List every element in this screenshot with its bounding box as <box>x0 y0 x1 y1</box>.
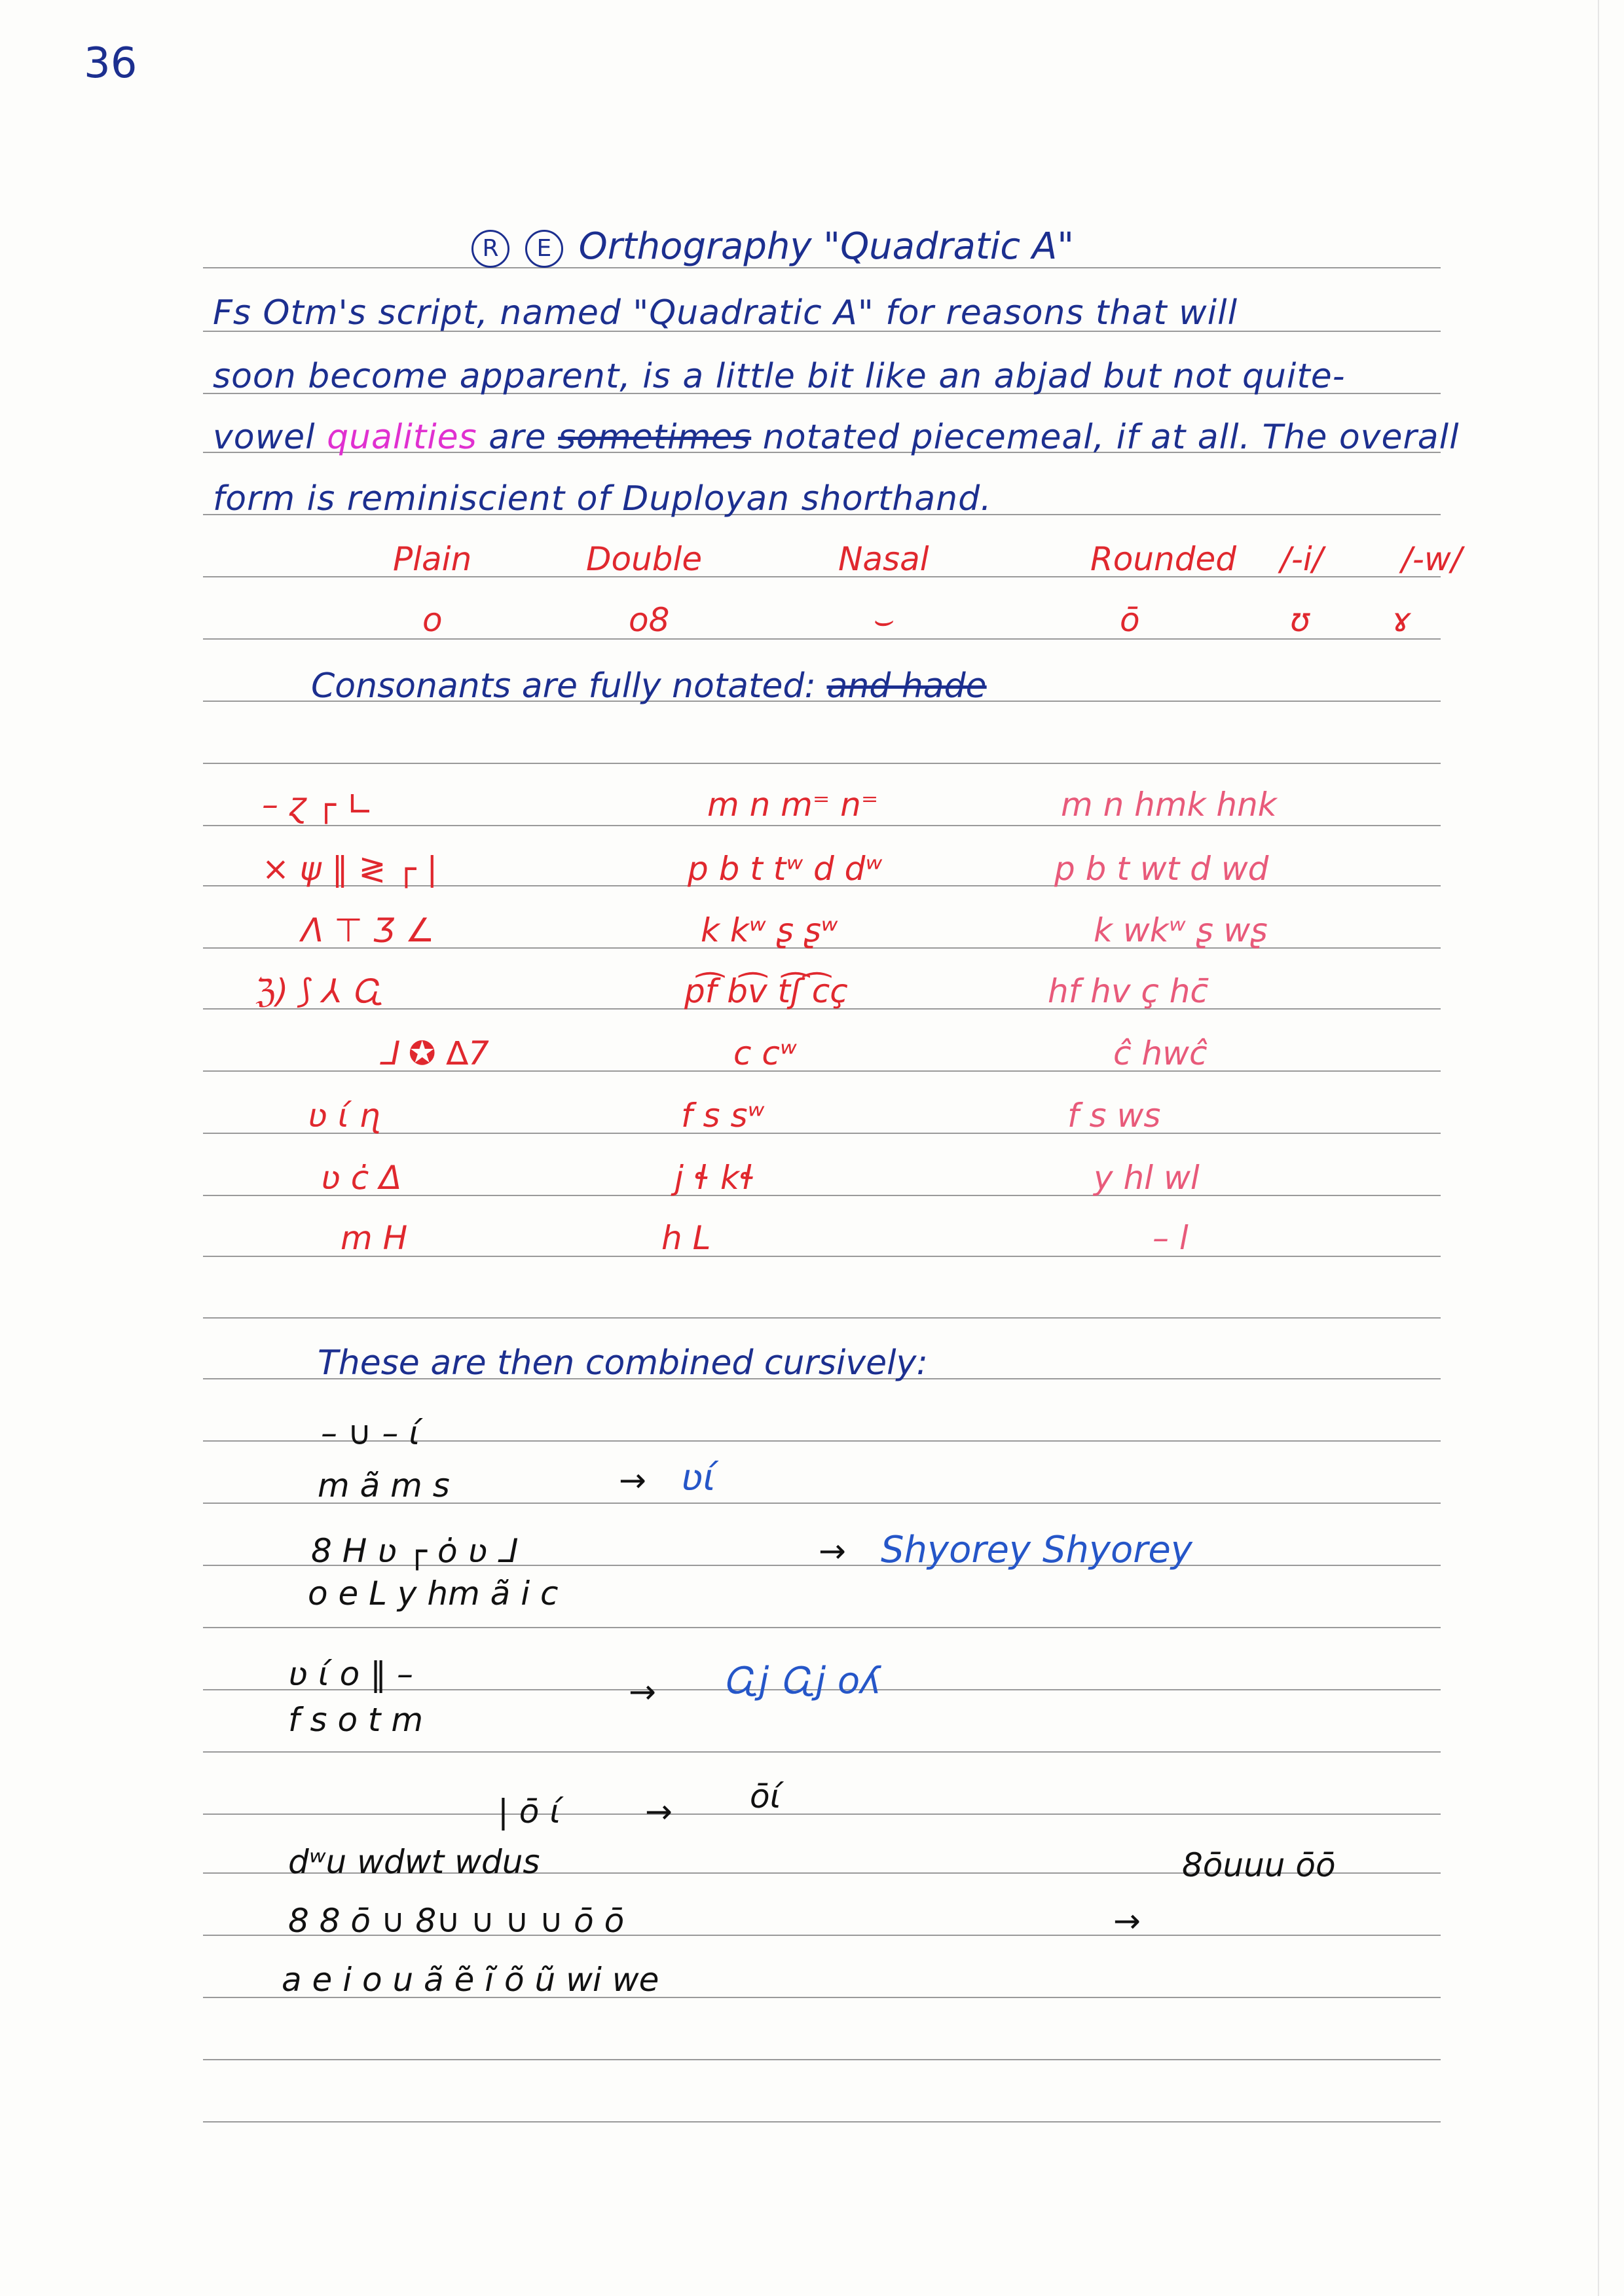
consonant-row-7-glyphs: ʋ ċ Δ <box>321 1159 402 1197</box>
intro-word-qualities: qualities <box>327 418 477 457</box>
vowel-header-rounded: Rounded <box>1090 540 1236 578</box>
intro-word-are: are <box>489 418 547 457</box>
example-6-arrow: → <box>1113 1902 1141 1940</box>
example-5-result: 8ōuuu ōō <box>1182 1846 1336 1884</box>
vowel-header-nasal: Nasal <box>838 540 929 578</box>
intro-word-sometimes: sometimes <box>558 418 752 457</box>
example-3-result: Ꮹj Ꮹj oʎ <box>724 1660 882 1702</box>
intro-line-2: soon become apparent, is a little bit like an abjad but not quite- <box>213 357 1346 396</box>
circled-mark-e: E <box>525 230 563 268</box>
combined-intro: These are then combined cursively: <box>318 1343 928 1383</box>
consonant-row-1-latin: m n m⁼ n⁼ <box>707 786 879 824</box>
consonant-row-4-latin: p͡f b͡v t͡ʃ ͡cç <box>684 972 848 1010</box>
example-1-glyphs: – ∪ – ί <box>321 1414 420 1452</box>
consonant-row-8-latin: h L <box>661 1219 711 1257</box>
intro-line-4: form is reminiscient of Duployan shorthand. <box>213 479 992 519</box>
example-2-arrow: → <box>819 1532 846 1570</box>
example-4-glyphs: | ō ί <box>498 1793 561 1831</box>
vowel-glyph-double: o8 <box>629 601 670 639</box>
consonant-row-1-alt: m n hmk hnk <box>1061 786 1277 824</box>
consonant-row-3-glyphs: Λ ⊤ Ʒ ∠ <box>301 911 435 949</box>
consonant-row-5-latin: c cʷ <box>733 1034 797 1072</box>
circled-mark-r: R <box>471 230 509 268</box>
consonant-row-7-alt: y hl wl <box>1094 1159 1200 1197</box>
intro-line-1: Fs Otm's script, named "Quadratic A" for reasons that will <box>213 293 1238 333</box>
consonant-row-6-latin: f s sʷ <box>681 1097 765 1135</box>
vowel-glyph-plain: o <box>422 601 443 639</box>
example-2-latin: o e L y hm ã i c <box>308 1575 559 1613</box>
consonants-intro-strike: and hade <box>826 666 987 706</box>
example-6-glyphs: 8 8 ō ∪ 8∪ ∪ ∪ ∪ ō ō <box>288 1902 625 1940</box>
example-1-latin: m ã m s <box>318 1467 450 1504</box>
consonant-row-7-latin: j ɬ kɬ <box>674 1159 756 1197</box>
example-3-arrow: → <box>629 1673 656 1711</box>
example-3-latin: f s o t m <box>288 1701 424 1739</box>
intro-word-vowel: vowel <box>213 418 316 457</box>
consonant-row-4-alt: hf hv ç hc̄ <box>1048 972 1208 1010</box>
consonant-row-4-glyphs: ℨ) ⟆ ⅄ Ꮹ <box>255 972 384 1010</box>
consonant-row-5-alt: ĉ hwĉ <box>1113 1034 1208 1072</box>
vowel-header-w: /-w/ <box>1401 540 1462 578</box>
consonant-row-5-glyphs: ⅃ ✪ ∆7 <box>380 1034 489 1072</box>
example-4-arrow: → <box>645 1793 673 1831</box>
example-5-latin: dʷu wdwt wdus <box>288 1843 540 1881</box>
example-1-arrow: → <box>619 1461 646 1499</box>
consonant-row-6-alt: f s ws <box>1067 1097 1161 1135</box>
consonant-row-2-latin: p b t tʷ d dʷ <box>688 850 883 888</box>
vowel-header-plain: Plain <box>393 540 472 578</box>
intro-line-3-rest: notated piecemeal, if at all. The overall <box>762 418 1460 457</box>
section-title <box>471 225 1074 268</box>
consonant-row-2-glyphs: × ψ ‖ ≷ ┌ | <box>262 850 438 888</box>
page-edge <box>1598 0 1599 2296</box>
consonants-intro-text: Consonants are fully notated: <box>311 666 816 706</box>
example-4-result: ōί <box>750 1777 781 1815</box>
vowel-glyph-nasal: ⌣ <box>871 601 893 639</box>
intro-line-3 <box>213 418 1460 457</box>
consonant-row-8-glyphs: m H <box>341 1219 408 1257</box>
vowel-glyph-rounded: ō <box>1120 601 1140 639</box>
page-number: 36 <box>84 39 138 88</box>
consonant-row-2-alt: p b t wt d wd <box>1054 850 1269 888</box>
title-text: Orthography "Quadratic A" <box>578 225 1075 268</box>
example-3-glyphs: ʋ ί o ‖ – <box>288 1655 413 1693</box>
consonant-row-3-alt: k wkʷ ʂ wʂ <box>1094 911 1268 949</box>
vowel-glyph-i: ʊ <box>1290 601 1310 639</box>
example-6-latin: a e i o u ã ẽ ĩ õ ũ wi we <box>282 1961 659 1999</box>
example-2-result: Shyorey Shyorey <box>881 1529 1192 1571</box>
example-1-result: ʋί <box>681 1457 716 1499</box>
consonants-intro <box>311 666 987 706</box>
vowel-header-double: Double <box>586 540 703 578</box>
vowel-glyph-w: ɤ <box>1392 601 1411 639</box>
example-2-glyphs: 8 H ʋ ┌ ȯ ʋ ⅃ <box>311 1532 517 1570</box>
consonant-row-3-latin: k kʷ ʂ ʂʷ <box>701 911 838 949</box>
consonant-row-8-alt: – l <box>1153 1219 1189 1257</box>
consonant-row-6-glyphs: ʋ ί ɳ <box>308 1097 380 1135</box>
vowel-header-i: /-i/ <box>1280 540 1323 578</box>
consonant-row-1-glyphs: – ɀ ┌ ∟ <box>262 786 374 824</box>
